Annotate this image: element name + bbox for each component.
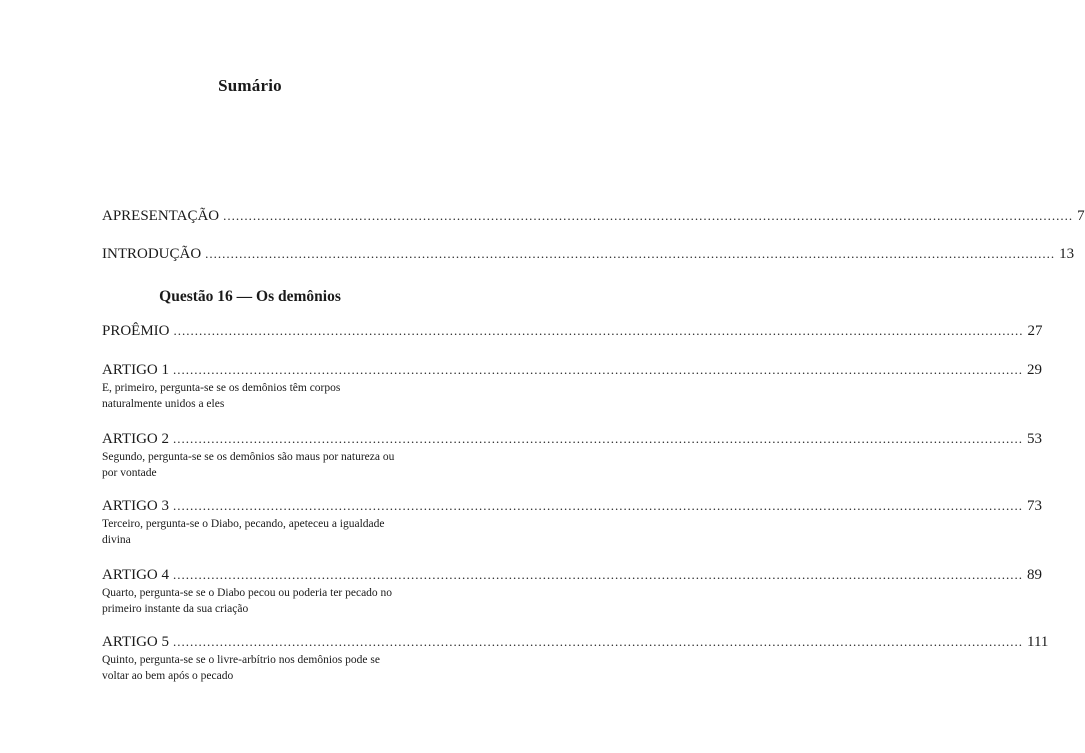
toc-label: ARTIGO 3: [102, 498, 170, 514]
toc-description: Quinto, pergunta-se se o livre-arbítrio nos demônios pode se voltar ao bem após o pecado: [102, 654, 380, 682]
toc-line: [102, 322, 1043, 340]
toc-entry-introducao[interactable]: [102, 245, 1075, 263]
toc-entry-artigo-2[interactable]: [102, 430, 1043, 481]
toc-entry-proemio[interactable]: [102, 322, 1043, 340]
toc-label: ARTIGO 4: [102, 567, 170, 583]
dot-leader: ........................................................................................................................................................................................................: [173, 431, 1024, 446]
toc-line: [102, 633, 1049, 651]
toc-entry-apresentacao[interactable]: [102, 207, 1085, 225]
toc-label: ARTIGO 1: [102, 362, 170, 378]
toc-page-number: 89: [1027, 567, 1043, 583]
dot-leader: ........................................................................................................................................................................................................: [205, 246, 1056, 261]
toc-line: [102, 430, 1043, 448]
toc-entry-artigo-4[interactable]: [102, 566, 1043, 617]
dot-leader: ........................................................................................................................................................................................................: [173, 567, 1024, 582]
toc-page-number: 53: [1027, 431, 1043, 447]
toc-page-number: 7: [1077, 208, 1085, 224]
toc-entry-artigo-3[interactable]: [102, 497, 1043, 548]
toc-description: Terceiro, pergunta-se o Diabo, pecando, apeteceu a igualdade divina: [102, 518, 385, 546]
toc-line: [102, 361, 1043, 379]
dot-leader: ........................................................................................................................................................................................................: [173, 498, 1024, 513]
toc-line: [102, 207, 1085, 225]
toc-label: PROÊMIO: [102, 323, 170, 339]
toc-line: [102, 245, 1075, 263]
toc-label: INTRODUÇÃO: [102, 246, 202, 262]
toc-line: [102, 497, 1043, 515]
toc-entry-artigo-1[interactable]: [102, 361, 1043, 412]
page-title: Sumário: [218, 76, 282, 95]
toc-label: APRESENTAÇÃO: [102, 208, 220, 224]
toc-description: E, primeiro, pergunta-se se os demônios têm corpos naturalmente unidos a eles: [102, 382, 341, 410]
toc-page-number: 111: [1027, 634, 1049, 650]
toc-line: [102, 566, 1043, 584]
dot-leader: ........................................................................................................................................................................................................: [173, 362, 1024, 377]
toc-page-number: 29: [1027, 362, 1043, 378]
toc-description: Quarto, pergunta-se se o Diabo pecou ou poderia ter pecado no primeiro instante da sua criação: [102, 587, 393, 615]
toc-page-number: 13: [1059, 246, 1075, 262]
toc-page-number: 73: [1027, 498, 1043, 514]
dot-leader: ........................................................................................................................................................................................................: [223, 208, 1074, 223]
toc-description: Segundo, pergunta-se se os demônios são maus por natureza ou por vontade: [102, 451, 395, 479]
toc-page-number: 27: [1027, 323, 1043, 339]
toc-label: ARTIGO 2: [102, 431, 170, 447]
toc-label: ARTIGO 5: [102, 634, 170, 650]
dot-leader: ........................................................................................................................................................................................................: [173, 634, 1024, 649]
toc-entry-artigo-5[interactable]: [102, 633, 1049, 684]
dot-leader: ........................................................................................................................................................................................................: [173, 323, 1024, 338]
section-heading: Questão 16 — Os demônios: [159, 288, 341, 305]
